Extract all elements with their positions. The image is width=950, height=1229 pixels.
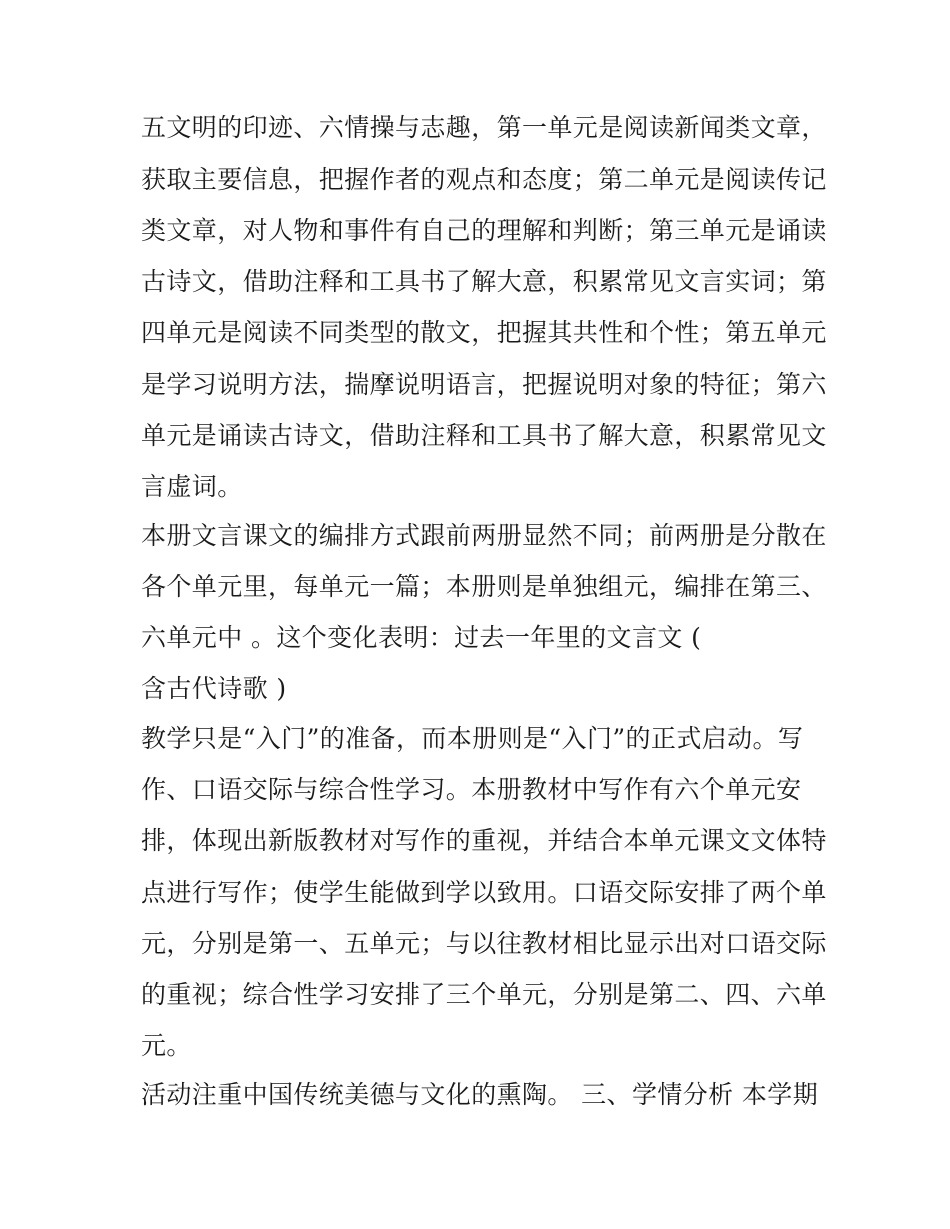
text-line: 排，体现出新版教材对写作的重视，并结合本单元课文文体特 (141, 826, 827, 855)
text-line: 元。 (141, 1031, 192, 1060)
text-line: 六单元中 。这个变化表明：过去一年里的文言文 ( (141, 623, 702, 652)
text-line: 元，分别是第一、五单元；与以往教材相比显示出对口语交际 (141, 929, 827, 958)
text-line: 各个单元里，每单元一篇；本册则是单独组元，编排在第三、 (141, 572, 827, 601)
text-line: 是学习说明方法，揣摩说明语言，把握说明对象的特征；第六 (141, 370, 827, 399)
text-line: 言虚词。 (141, 472, 243, 501)
text-line: 点进行写作；使学生能做到学以致用。口语交际安排了两个单 (141, 878, 827, 907)
text-line: 获取主要信息，把握作者的观点和态度；第二单元是阅读传记 (141, 165, 827, 194)
text-line: 活动注重中国传统美德与文化的熏陶。 三、学情分析 本学期 (141, 1080, 819, 1109)
text-line: 作、口语交际与综合性学习。本册教材中写作有六个单元安 (141, 775, 802, 804)
text-line: 含古代诗歌 ) (141, 674, 287, 703)
text-line: 五文明的印迹、六情操与志趣，第一单元是阅读新闻类文章， (141, 113, 827, 142)
text-line: 的重视；综合性学习安排了三个单元，分别是第二、四、六单 (141, 980, 827, 1009)
text-line: 四单元是阅读不同类型的散文，把握其共性和个性；第五单元 (141, 318, 827, 347)
text-line: 类文章，对人物和事件有自己的理解和判断；第三单元是诵读 (141, 216, 827, 245)
text-line: 本册文言课文的编排方式跟前两册显然不同；前两册是分散在 (141, 521, 827, 550)
text-line: 单元是诵读古诗文，借助注释和工具书了解大意，积累常见文 (141, 421, 827, 450)
text-line: 古诗文，借助注释和工具书了解大意，积累常见文言实词；第 (141, 267, 827, 296)
text-line: 教学只是“入门”的准备，而本册则是“入门”的正式启动。写 (141, 724, 804, 753)
